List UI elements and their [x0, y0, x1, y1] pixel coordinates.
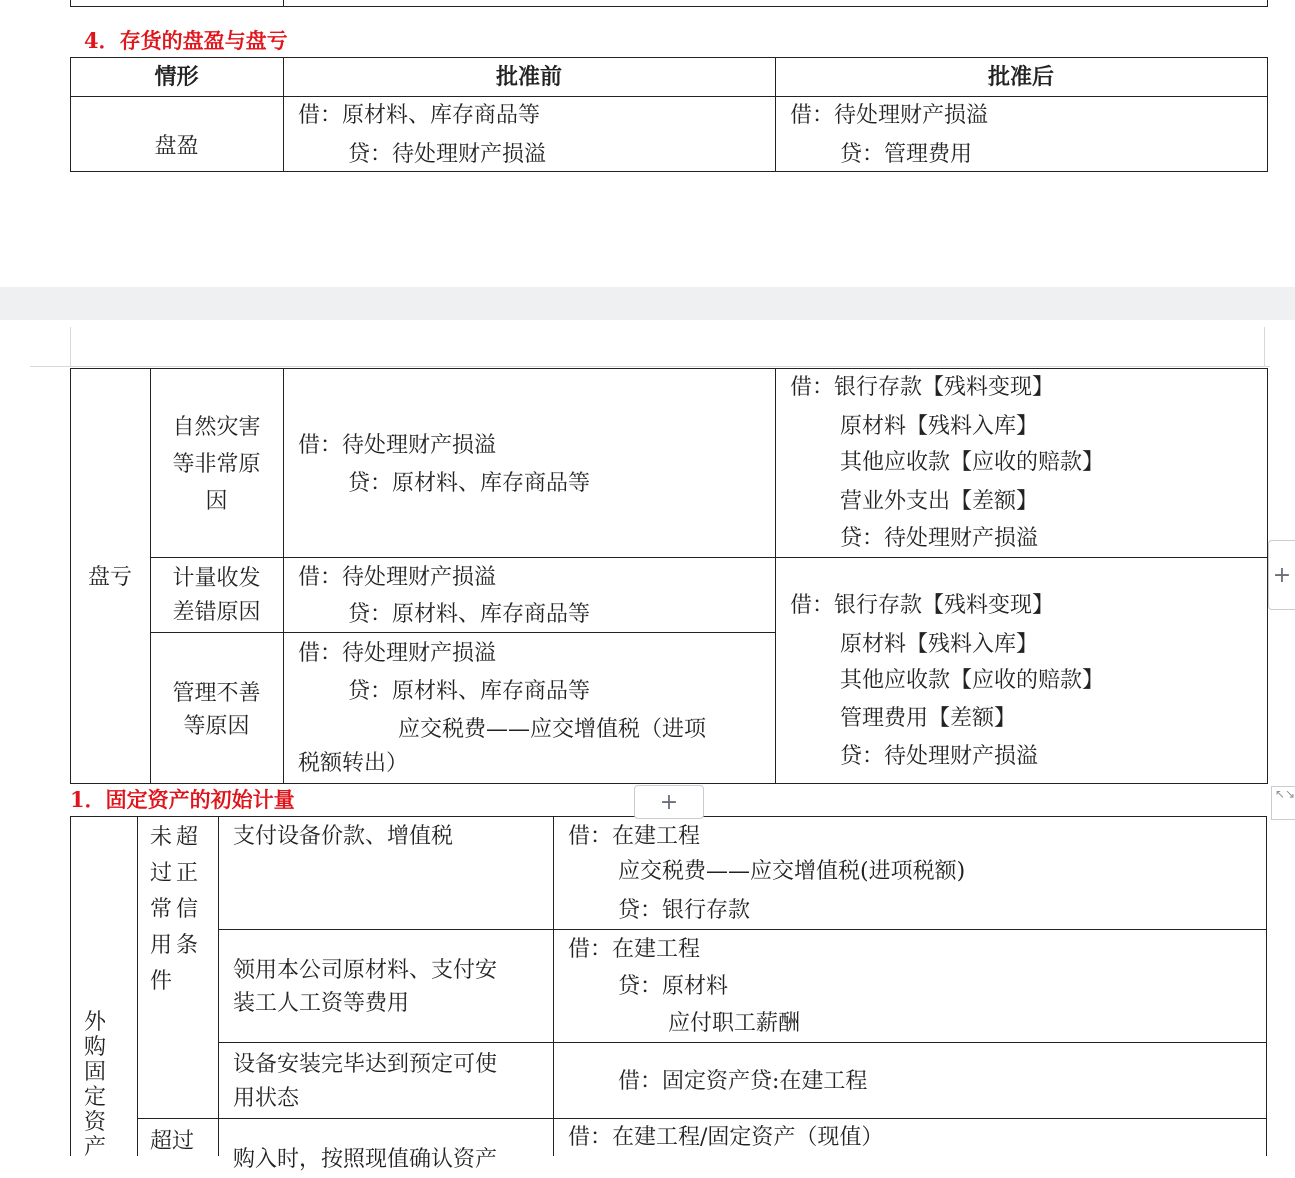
shared-after-line: 借：银行存款【残料变现】 [790, 593, 1055, 618]
manage-before-line: 借：待处理财产损溢 [298, 641, 497, 666]
condition-line: 未超 [150, 825, 203, 850]
cause-measure-line: 差错原因 [172, 600, 261, 625]
table-resize-handle[interactable] [1271, 786, 1295, 820]
natural-before-debit: 借：待处理财产损溢 [298, 433, 497, 458]
situation-line: 装工人工资等费用 [233, 991, 410, 1016]
natural-after-line: 营业外支出【差额】 [840, 489, 1039, 514]
margin-guide [30, 366, 1270, 367]
cause-measure-line: 计量收发 [172, 566, 261, 591]
section-heading-inventory: 4．存货的盘盈与盘亏 [84, 28, 288, 53]
condition-line: 过正 [150, 861, 203, 886]
cause-manage-line: 管理不善 [172, 681, 261, 706]
shared-after-line: 贷：待处理财产损溢 [840, 744, 1039, 769]
entry-line: 应付职工薪酬 [668, 1011, 801, 1036]
situation-line: 用状态 [233, 1086, 300, 1111]
entry-line: 借：在建工程/固定资产（现值） [568, 1125, 884, 1150]
entry-line: 应交税费——应交增值税(进项税额) [618, 859, 966, 884]
add-row-button[interactable] [634, 785, 704, 819]
cause-natural-line: 等非常原 [172, 452, 261, 477]
surplus-after-debit: 借：待处理财产损溢 [790, 103, 989, 128]
entry-line: 贷：银行存款 [618, 898, 751, 923]
cause-natural-line: 自然灾害 [172, 415, 261, 440]
prev-table-border [283, 0, 284, 7]
situation-line: 支付设备价款、增值税 [233, 824, 454, 849]
page-break-gap [0, 287, 1295, 320]
manage-before-line: 贷：原材料、库存商品等 [348, 679, 591, 704]
prev-table-border [1267, 0, 1268, 7]
natural-after-line: 原材料【残料入库】 [840, 414, 1039, 439]
cause-natural-line: 因 [205, 489, 228, 514]
manage-before-line: 应交税费——应交增值税（进项 [398, 717, 707, 742]
entry-line: 借：在建工程 [568, 937, 701, 962]
surplus-label: 盘盈 [154, 134, 199, 159]
cause-manage-line: 等原因 [183, 714, 250, 739]
condition-line: 常信 [150, 897, 203, 922]
entry-line: 贷：原材料 [618, 974, 729, 999]
resize-icon: ↖↘ [1275, 787, 1295, 801]
margin-guide [70, 327, 71, 367]
measure-before-debit: 借：待处理财产损溢 [298, 565, 497, 590]
surplus-after-credit: 贷：管理费用 [840, 142, 973, 167]
entry-line: 借：固定资产贷:在建工程 [618, 1069, 868, 1094]
situation-line: 领用本公司原材料、支付安 [233, 958, 498, 983]
plus-icon: + [1272, 562, 1292, 588]
add-column-button[interactable] [1268, 540, 1295, 610]
shared-after-line: 管理费用【差额】 [840, 706, 1017, 731]
situation-line: 购入时，按照现值确认资产 [233, 1147, 498, 1172]
header-after-approval: 批准后 [987, 65, 1054, 90]
natural-after-line: 贷：待处理财产损溢 [840, 526, 1039, 551]
condition-exceed: 超过 [150, 1129, 195, 1154]
prev-table-bottom-border [70, 6, 1268, 7]
situation-line: 设备安装完毕达到预定可使 [233, 1052, 498, 1077]
condition-line: 件 [150, 969, 173, 994]
shared-after-line: 原材料【残料入库】 [840, 632, 1039, 657]
margin-guide [1264, 327, 1265, 367]
prev-table-border [70, 0, 71, 7]
natural-after-line: 借：银行存款【残料变现】 [790, 375, 1055, 400]
surplus-before-debit: 借：原材料、库存商品等 [298, 103, 541, 128]
natural-before-credit: 贷：原材料、库存商品等 [348, 471, 591, 496]
measure-before-credit: 贷：原材料、库存商品等 [348, 602, 591, 627]
natural-after-line: 其他应收款【应收的赔款】 [840, 450, 1105, 475]
plus-icon: + [659, 789, 679, 815]
header-situation: 情形 [154, 65, 199, 90]
condition-line: 用条 [150, 933, 203, 958]
entry-line: 借：在建工程 [568, 824, 701, 849]
loss-label: 盘亏 [87, 565, 132, 590]
section-heading-fixed-assets: 1．固定资产的初始计量 [70, 787, 295, 812]
surplus-before-credit: 贷：待处理财产损溢 [348, 142, 547, 167]
shared-after-line: 其他应收款【应收的赔款】 [840, 668, 1105, 693]
manage-before-line: 税额转出） [298, 751, 409, 776]
header-before-approval: 批准前 [495, 65, 562, 90]
side-label-purchased-fixed-assets: 外购固定资产 [84, 1010, 107, 1160]
